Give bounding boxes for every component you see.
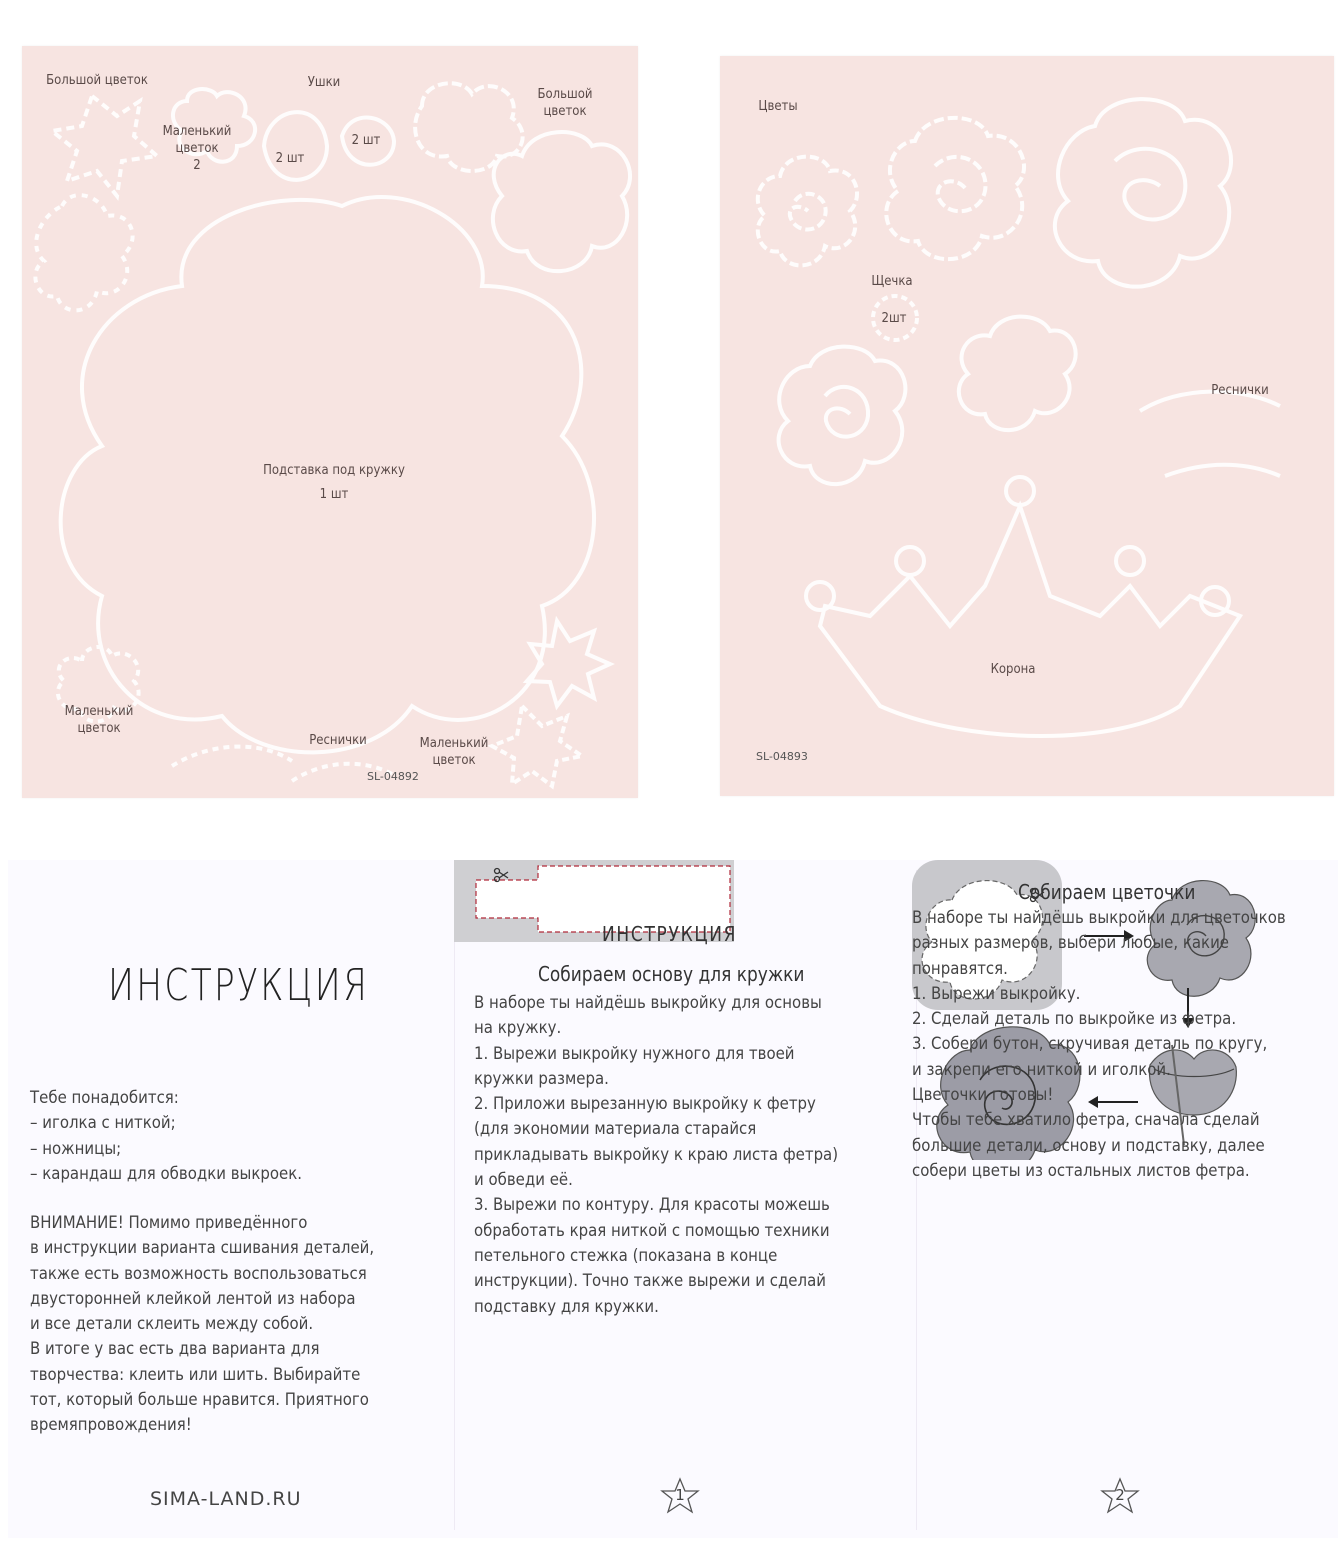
- felt-sheet-left: [22, 46, 638, 798]
- page-number-1: 1: [675, 1486, 685, 1504]
- cover-title: ИНСТРУКЦИЯ: [108, 960, 370, 1011]
- pattern-outlines-right: [720, 56, 1334, 796]
- flower-outline-2: [886, 118, 1024, 259]
- label-ears: Ушки: [307, 75, 341, 90]
- label-cheek: Щечка: [871, 274, 913, 289]
- materials-list: Тебе понадобится: – иголка с ниткой; – ножницы; – карандаш для обводки выкроек.: [30, 1088, 303, 1184]
- flower-outline-left: [35, 195, 132, 310]
- pattern-outlines-left: [22, 46, 638, 798]
- label-big-flower-2: Большой цветок: [537, 87, 593, 119]
- booklet-panel-flowers: [912, 860, 1338, 1538]
- flower-outline-3: [1055, 99, 1231, 287]
- panel3-subtitle: Собираем цветочки: [1018, 880, 1196, 904]
- label-stand: Подставка под кружку: [263, 463, 405, 478]
- page-number-star-1: [660, 1476, 700, 1516]
- label-stand-qty: 1 шт: [319, 487, 349, 502]
- crown-ball-3: [1006, 477, 1034, 505]
- small-flower-outline-b: [527, 621, 610, 706]
- flower-outline-4: [959, 317, 1076, 431]
- site-url: SIMA-LAND.RU: [150, 1488, 302, 1510]
- label-small-flower-a: Маленький цветок: [64, 704, 134, 736]
- small-flower-outline-c: [492, 706, 582, 786]
- sheet-code-right: SL-04893: [756, 750, 808, 763]
- panel2-title: ИНСТРУКЦИЯ: [602, 922, 738, 946]
- booklet-panel-base: [454, 860, 906, 1538]
- sheet-code-left: SL-04892: [367, 770, 419, 783]
- flower-outline-top: [415, 83, 523, 171]
- label-ears-qty-2: 2 шт: [351, 133, 381, 148]
- ear-outline-1: [264, 112, 327, 180]
- panel3-instructions: В наборе ты найдёшь выкройки для цветочков разных размеров, выбери любые, какие понравятся. 1. Вырежи выкройку. 2. Сделай деталь по выкройке из фетра. 3. Собери бутон, скручивая деталь по кругу, и закрепи его ниткой и иголкой. Цветочки готовы! Чтобы тебе хватило фетра, сначала сделай большие детали, основу и подставку, далее собери цветы из остальных листов фетра.: [912, 908, 1286, 1181]
- attention-text: ВНИМАНИЕ! Помимо приведённого в инструкции варианта сшивания деталей, также есть возможность воспользоваться двусторонней клейкой лентой из набора и все детали склеить между собой. В итоге у вас есть два варианта для творчества: клеить или шить. Выбирайте тот, который больше нравится. Приятного времяпровождения!: [30, 1213, 375, 1436]
- flower-outline-5: [779, 347, 906, 485]
- panel2-subtitle: Собираем основу для кружки: [538, 962, 805, 986]
- crown-ball-1: [806, 582, 834, 610]
- label-flowers: Цветы: [758, 99, 798, 114]
- label-small-flower-b: Маленький цветок: [419, 736, 489, 768]
- booklet-panel-cover: [8, 860, 448, 1538]
- label-small-flower-2: Маленький цветок 2: [162, 124, 232, 173]
- flower-outline-1: [758, 157, 857, 266]
- label-crown: Корона: [990, 662, 1036, 677]
- label-big-flower: Большой цветок: [46, 73, 148, 88]
- page-number-2: 2: [1115, 1486, 1125, 1504]
- big-flower-outline: [52, 96, 157, 196]
- felt-sheet-right: [720, 56, 1334, 796]
- crown-outline: [820, 506, 1240, 736]
- crown-ball-2: [896, 547, 924, 575]
- label-lashes-right: Реснички: [1211, 383, 1269, 398]
- page-number-star-2: [1100, 1476, 1140, 1516]
- crown-ball-4: [1116, 547, 1144, 575]
- lashes-outline-b: [1165, 465, 1280, 476]
- label-ears-qty-1: 2 шт: [275, 151, 305, 166]
- panel2-instructions: В наборе ты найдёшь выкройку для основы на кружку. 1. Вырежи выкройку нужного для твоей кружки размера. 2. Приложи вырезанную выкройку к фетру (для экономии материала старайся прикладывать выкройку к краю листа фетра) и обведи её. 3. Вырежи по контуру. Для красоты можешь обработать края ниткой с помощью техники петельного стежка (показана в конце инструкции). Точно также вырежи и сделай подставку для кружки.: [474, 993, 839, 1317]
- label-cheek-qty: 2шт: [881, 311, 907, 326]
- instruction-booklet: [8, 860, 1338, 1538]
- label-lashes: Реснички: [309, 733, 367, 748]
- big-flower-2-outline: [493, 132, 630, 271]
